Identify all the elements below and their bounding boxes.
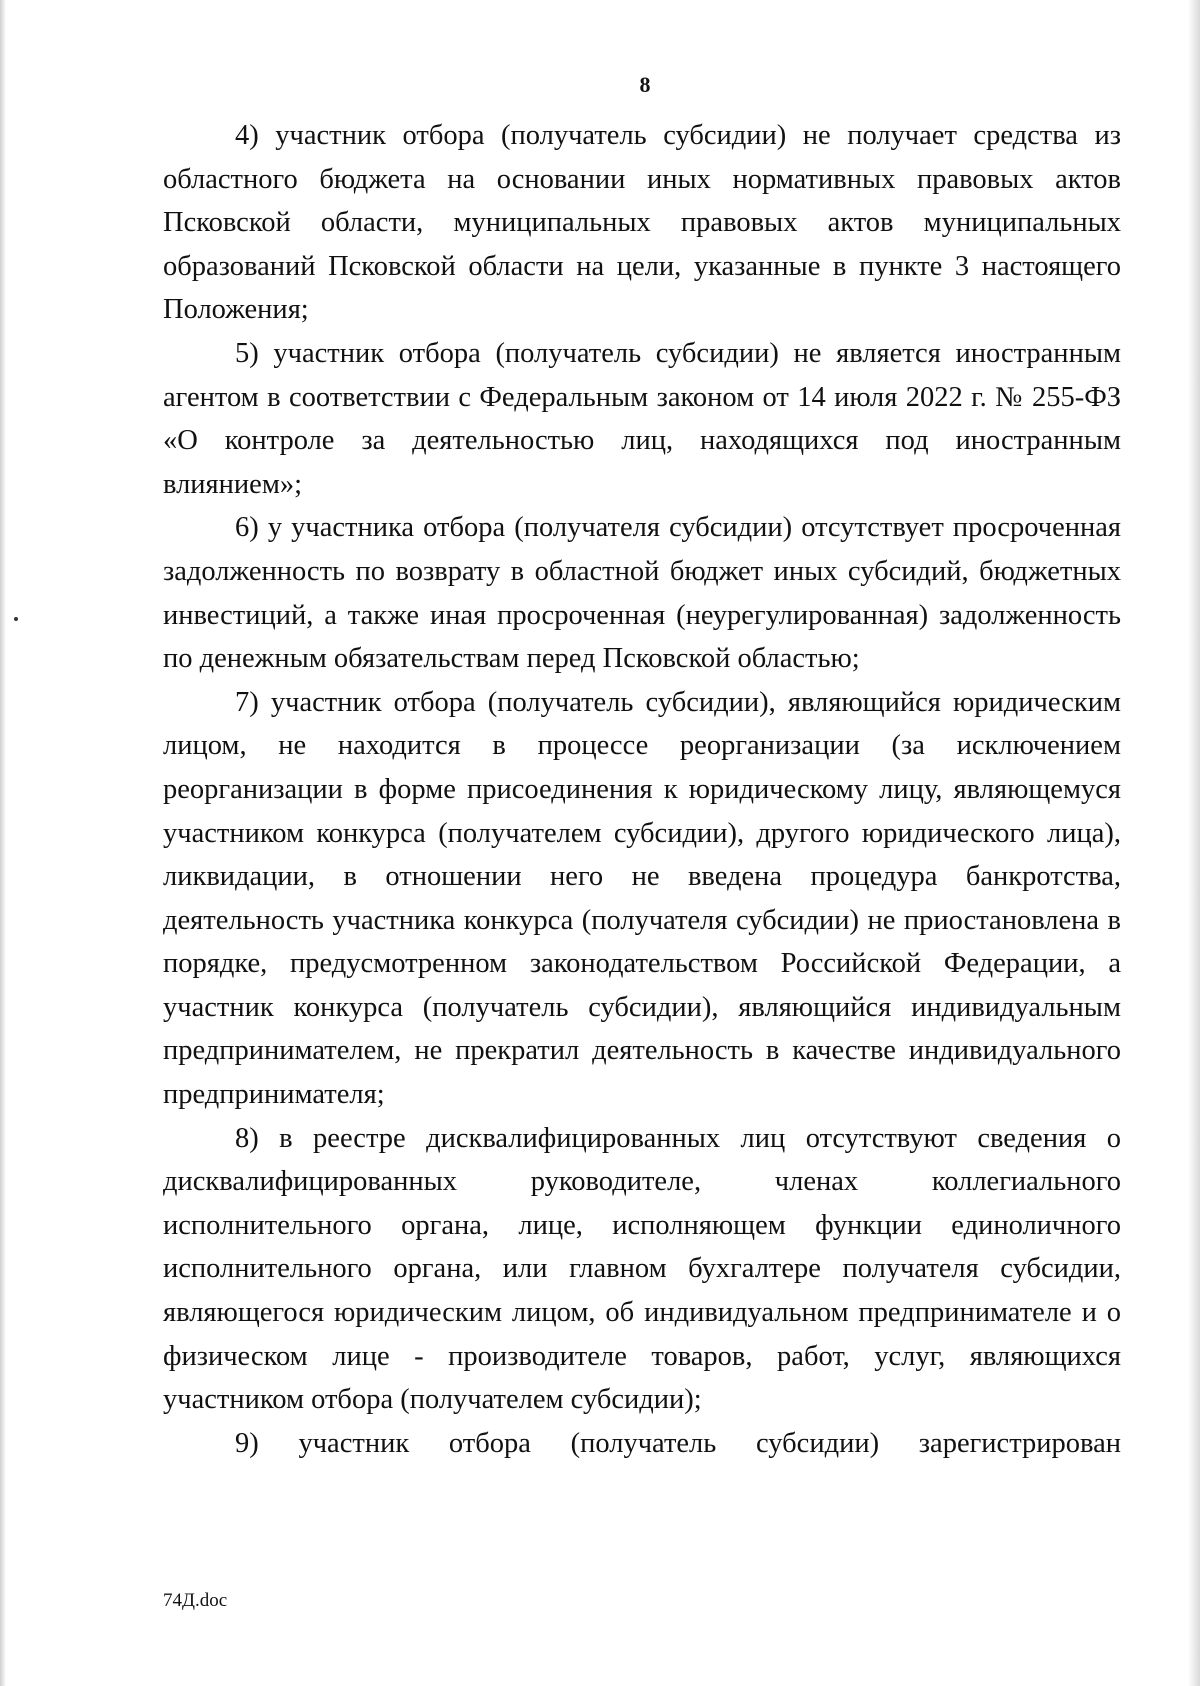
page-number: 8	[639, 72, 651, 97]
paragraph-item-8: 8) в реестре дисквалифицированных лиц отсутствуют сведения о дисквалифицированных руководителе, членах коллегиального исполнительного органа, лице, исполняющем функции единоличного исполнительного органа, или главном бухгалтере получателя субсидии, являющегося юридическим лицом, об индивидуальном предпринимателе и о физическом лице - производителе товаров, работ, услуг, являющихся участником отбора (получателем субсидии);	[163, 1122, 1121, 1416]
paragraph-item-9: 9) участник отбора (получатель субсидии) зарегистрирован	[235, 1427, 1121, 1459]
scan-speck	[14, 617, 18, 621]
document-body	[163, 114, 1121, 1465]
footer-filename: 74Д.doc	[163, 1590, 228, 1611]
paragraph-item-4: 4) участник отбора (получатель субсидии) не получает средства из областного бюджета на основании иных нормативных правовых актов Псковской области, муниципальных правовых актов муниципальных образований Псковской области на цели, указанные в пункте 3 настоящего Положения;	[163, 120, 1121, 326]
paragraph-item-5: 5) участник отбора (получатель субсидии) не является иностранным агентом в соответствии с Федеральным законом от 14 июля 2022 г. № 255-ФЗ «О контроле за деятельностью лиц, находящихся под иностранным влиянием»;	[163, 337, 1121, 500]
paragraph-item-7: 7) участник отбора (получатель субсидии), являющийся юридическим лицом, не находится в процессе реорганизации (за исключением реорганизации в форме присоединения к юридическому лицу, являющемуся участником конкурса (получателем субсидии), другого юридического лица), ликвидации, в отношении него не введена процедура банкротства, деятельность участника конкурса (получателя субсидии) не приостановлена в порядке, предусмотренном законодательством Российской Федерации, а участник конкурса (получатель субсидии), являющийся индивидуальным предпринимателем, не прекратил деятельность в качестве индивидуального предпринимателя;	[163, 686, 1121, 1111]
paragraph-item-6: 6) у участника отбора (получателя субсидии) отсутствует просроченная задолженность по возврату в областной бюджет иных субсидий, бюджетных инвестиций, а также иная просроченная (неурегулированная) задолженность по денежным обязательствам перед Псковской областью;	[163, 512, 1121, 675]
scan-edge-right	[1188, 0, 1200, 1686]
scan-edge-left	[0, 0, 6, 1686]
